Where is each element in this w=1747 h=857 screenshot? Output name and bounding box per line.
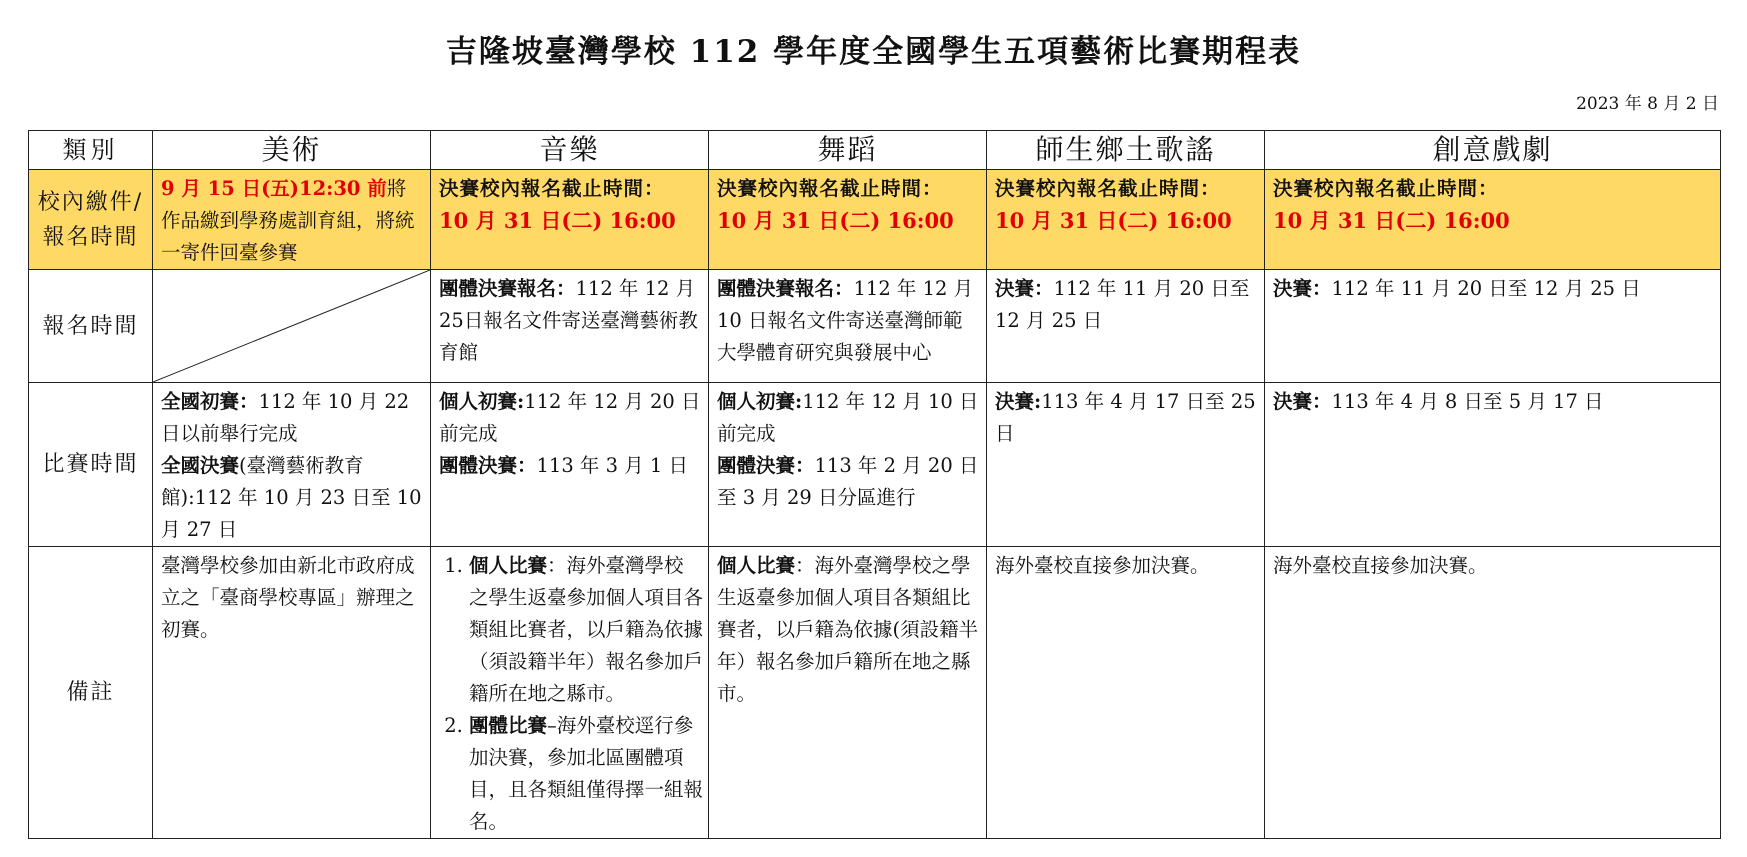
header-folk-song: 師生鄉土歌謠 (987, 131, 1265, 170)
header-art: 美術 (153, 131, 431, 170)
submit-art-cell (153, 170, 431, 270)
notes-art-cell (153, 547, 431, 839)
notes-music-text-1: ：海外臺灣學校之學生返臺參加個人項目各類組比賽者，以戶籍為依據（須設籍半年）報名參加戶籍所在地之縣市。 (469, 554, 704, 705)
submit-music-cell (431, 170, 709, 270)
notes-dance-text: ：海外臺灣學校之學生返臺參加個人項目各類組比賽者，以戶籍為依據(須設籍半年）報名參加戶籍所在地之縣市。 (717, 554, 979, 705)
header-dance: 舞蹈 (709, 131, 987, 170)
register-row (29, 270, 1721, 383)
register-folk-text: 112 年 11 月 20 日至 12 月 25 日 (995, 277, 1250, 332)
competition-dance-cell (709, 383, 987, 547)
deadline-label: 決賽校內報名截止時間： (1273, 177, 1499, 200)
dance-prelim-text: 112 年 12 月 10 日前完成 (717, 390, 979, 445)
notes-music-bold-2: 團體比賽 (469, 714, 548, 737)
competition-row (29, 383, 1721, 547)
register-art-empty-cell (153, 270, 431, 383)
folk-final-bold: 決賽: (995, 390, 1042, 413)
dance-final-text: 113 年 2 月 20 日至 3 月 29 日分區進行 (717, 454, 979, 509)
list-item (469, 550, 703, 710)
deadline-value: 10 月 31 日(二) 16:00 (717, 208, 954, 233)
art-final-text: (臺灣藝術教育館):112 年 10 月 23 日至 10 月 27 日 (161, 454, 422, 541)
register-dance-text: 112 年 12 月 10 日報名文件寄送臺灣師範大學體育研究與發展中心 (717, 277, 974, 364)
notes-row (29, 547, 1721, 839)
header-row (29, 131, 1721, 170)
dance-final-bold: 團體決賽： (717, 454, 815, 477)
diagonal-line (153, 270, 430, 382)
submit-dance-cell (709, 170, 987, 270)
submit-folk-cell (987, 170, 1265, 270)
music-final-text: 113 年 3 月 1 日 (536, 454, 689, 477)
notes-music-cell (431, 547, 709, 839)
competition-music-cell (431, 383, 709, 547)
music-prelim-bold: 個人初賽: (439, 390, 525, 413)
art-submit-text: 將作品繳到學務處訓育組，將統一寄件回臺參賽 (161, 177, 415, 264)
deadline-value: 10 月 31 日(二) 16:00 (439, 208, 676, 233)
deadline-value: 10 月 31 日(二) 16:00 (995, 208, 1232, 233)
music-prelim-text: 112 年 12 月 20 日前完成 (439, 390, 701, 445)
art-prelim-text: 112 年 10 月 22 日以前舉行完成 (161, 390, 410, 445)
art-submit-deadline: 9 月 15 日(五)12:30 前 (161, 177, 387, 200)
register-drama-bold: 決賽： (1273, 277, 1332, 300)
deadline-value: 10 月 31 日(二) 16:00 (1273, 208, 1510, 233)
notes-music-text-2: –海外臺校逕行參加決賽，參加北區團體項目，且各類組僅得擇一組報名。 (469, 714, 704, 833)
page-title: 吉隆坡臺灣學校 112 學年度全國學生五項藝術比賽期程表 (445, 34, 1302, 70)
list-item (469, 710, 703, 838)
drama-final-bold: 決賽： (1273, 390, 1332, 413)
drama-final-text: 113 年 4 月 8 日至 5 月 17 日 (1331, 390, 1604, 413)
art-final-bold: 全國決賽 (161, 454, 240, 477)
competition-folk-cell (987, 383, 1265, 547)
document-date: 2023 年 8 月 2 日 (1576, 94, 1719, 114)
music-final-bold: 團體決賽： (439, 454, 537, 477)
deadline-label: 決賽校內報名截止時間： (717, 177, 943, 200)
submit-drama-cell (1265, 170, 1721, 270)
header-drama: 創意戲劇 (1265, 131, 1721, 170)
notes-folk-text: 海外臺校直接參加決賽。 (995, 554, 1210, 577)
register-music-text: 112 年 12 月 25日報名文件寄送臺灣藝術教育館 (439, 277, 698, 364)
register-drama-text: 112 年 11 月 20 日至 12 月 25 日 (1331, 277, 1641, 300)
register-music-cell (431, 270, 709, 383)
notes-drama-text: 海外臺校直接參加決賽。 (1273, 554, 1488, 577)
competition-art-cell (153, 383, 431, 547)
header-category: 類別 (29, 131, 153, 170)
register-dance-bold: 團體決賽報名： (717, 277, 854, 300)
notes-folk-cell (987, 547, 1265, 839)
notes-drama-cell (1265, 547, 1721, 839)
submit-row (29, 170, 1721, 270)
notes-music-bold-1: 個人比賽 (469, 554, 548, 577)
art-prelim-bold: 全國初賽： (161, 390, 259, 413)
row-label-submit: 校內繳件/報名時間 (29, 170, 153, 270)
dance-prelim-bold: 個人初賽: (717, 390, 803, 413)
header-music: 音樂 (431, 131, 709, 170)
competition-drama-cell (1265, 383, 1721, 547)
deadline-label: 決賽校內報名截止時間： (439, 177, 665, 200)
schedule-table (28, 130, 1721, 839)
register-folk-bold: 決賽： (995, 277, 1054, 300)
row-label-competition: 比賽時間 (29, 383, 153, 547)
folk-final-text: 113 年 4 月 17 日至 25 日 (995, 390, 1256, 445)
register-folk-cell (987, 270, 1265, 383)
notes-music-list (439, 550, 703, 838)
row-label-register: 報名時間 (29, 270, 153, 383)
deadline-label: 決賽校內報名截止時間： (995, 177, 1221, 200)
row-label-notes: 備註 (29, 547, 153, 839)
register-music-bold: 團體決賽報名： (439, 277, 576, 300)
notes-art-text: 臺灣學校參加由新北市政府成立之「臺商學校專區」辦理之初賽。 (161, 554, 415, 641)
register-drama-cell (1265, 270, 1721, 383)
notes-dance-cell (709, 547, 987, 839)
notes-dance-bold: 個人比賽 (717, 554, 796, 577)
register-dance-cell (709, 270, 987, 383)
